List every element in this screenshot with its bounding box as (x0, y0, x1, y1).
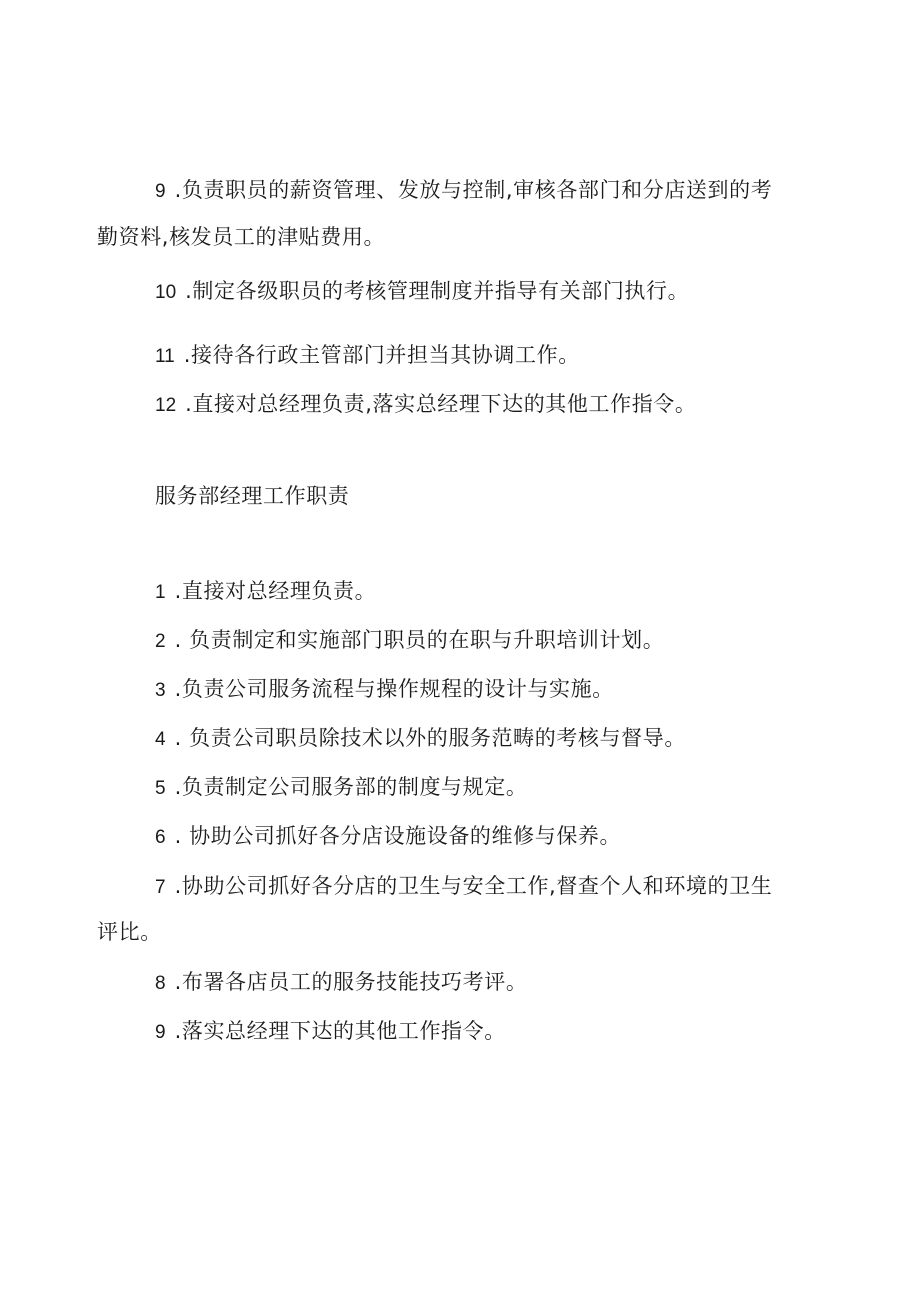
list-item (155, 1017, 506, 1047)
item-text: . 负责制定和实施部门职员的在职与升职培训计划。 (174, 628, 665, 652)
item-number: 3 (155, 680, 166, 701)
list-item-continuation (97, 918, 162, 946)
item-text: .布署各店员工的服务技能技巧考评。 (174, 970, 528, 994)
item-text: .落实总经理下达的其他工作指令。 (174, 1019, 506, 1043)
list-item (155, 626, 664, 656)
item-text: 勤资料,核发员工的津贴费用。 (97, 225, 386, 249)
list-item (155, 822, 621, 852)
item-number: 9 (155, 181, 166, 202)
item-number: 6 (155, 827, 166, 848)
item-number: 7 (155, 877, 166, 898)
list-item (155, 675, 614, 705)
list-item (155, 773, 527, 803)
item-number: 8 (155, 973, 166, 994)
item-text: . 负责公司职员除技术以外的服务范畴的考核与督导。 (174, 726, 686, 750)
section-heading (155, 482, 349, 510)
item-text: . 协助公司抓好各分店设施设备的维修与保养。 (174, 824, 622, 848)
list-item (155, 724, 686, 754)
item-text: .直接对总经理负责。 (174, 579, 377, 603)
item-text: 评比。 (97, 920, 162, 944)
item-number: 5 (155, 778, 166, 799)
item-text: .接待各行政主管部门并担当其协调工作。 (183, 343, 580, 367)
list-item (155, 390, 697, 420)
list-item (155, 277, 689, 307)
item-number: 1 (155, 582, 166, 603)
heading-text: 服务部经理工作职责 (155, 484, 350, 508)
item-number: 9 (155, 1022, 166, 1043)
list-item (155, 176, 772, 206)
item-text: .负责制定公司服务部的制度与规定。 (174, 775, 528, 799)
item-number: 4 (155, 729, 166, 750)
list-item (155, 577, 376, 607)
item-number: 11 (155, 346, 175, 367)
list-item (155, 341, 580, 371)
item-text: .负责职员的薪资管理、发放与控制,审核各部门和分店送到的考 (174, 178, 773, 202)
item-number: 12 (155, 395, 177, 416)
list-item (155, 968, 527, 998)
item-text: .负责公司服务流程与操作规程的设计与实施。 (174, 677, 614, 701)
list-item-continuation (97, 223, 385, 251)
item-number: 10 (155, 282, 177, 303)
item-number: 2 (155, 631, 166, 652)
item-text: .协助公司抓好各分店的卫生与安全工作,督查个人和环境的卫生 (174, 874, 773, 898)
list-item (155, 872, 772, 902)
item-text: .制定各级职员的考核管理制度并指导有关部门执行。 (185, 279, 690, 303)
item-text: .直接对总经理负责,落实总经理下达的其他工作指令。 (185, 392, 697, 416)
